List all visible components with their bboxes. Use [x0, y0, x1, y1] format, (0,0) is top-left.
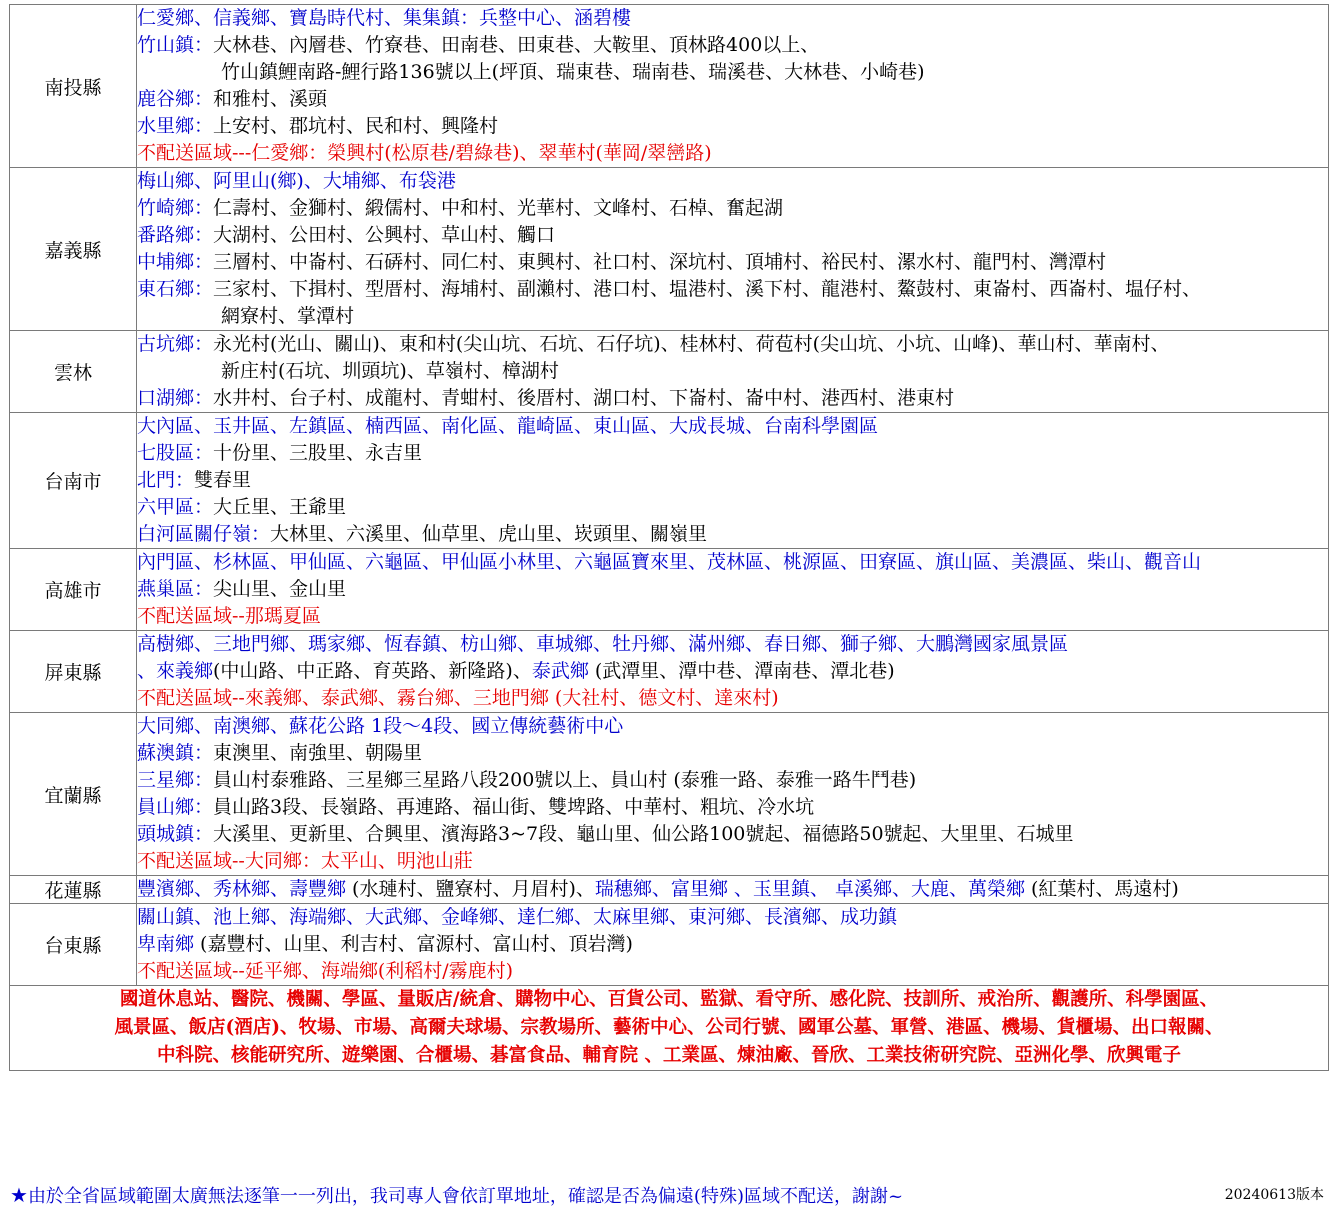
village-list: 尖山里、金山里: [213, 578, 347, 600]
area-line: [137, 576, 1328, 603]
no-delivery-text: 不配送區域--大同鄉：太平山、明池山莊: [137, 850, 473, 872]
village-list: 大林里、六溪里、仙草里、虎山里、崁頭里、關嶺里: [270, 523, 708, 545]
area-line: [137, 303, 1328, 330]
village-list: 大湖村、公田村、公興村、草山村、觸口: [213, 224, 556, 246]
area-line: [137, 658, 1328, 685]
village-list: (紅葉村、馬遠村): [1024, 878, 1179, 900]
no-delivery-text: 不配送區域--那瑪夏區: [137, 605, 321, 627]
county-name: 高雄市: [10, 549, 137, 631]
district-label: 仁愛鄉、信義鄉、寶島時代村、集集鎮：兵整中心、涵碧樓: [137, 7, 632, 29]
area-line: [137, 358, 1328, 385]
area-line: [137, 195, 1328, 222]
village-list: (中山路、中正路、育英路、新隆路)、: [213, 660, 532, 682]
district-label: 泰武鄉: [531, 660, 589, 682]
district-label: 大同鄉、南澳鄉、蘇花公路 1段～4段、國立傳統藝術中心: [137, 715, 624, 737]
area-line: [137, 440, 1328, 467]
area-line: [137, 549, 1328, 576]
remote-area-table: [9, 4, 1329, 1071]
district-label: 古坑鄉：: [137, 333, 214, 355]
area-line: [137, 113, 1328, 140]
county-row: [10, 413, 1329, 549]
area-list: [137, 876, 1329, 904]
village-list: 水井村、台子村、成龍村、青蚶村、後厝村、湖口村、下崙村、崙中村、港西村、港東村: [213, 387, 955, 409]
area-line: [137, 958, 1328, 985]
district-label: 大內區、玉井區、左鎮區、楠西區、南化區、龍崎區、東山區、大成長城、台南科學園區: [137, 415, 879, 437]
district-label: 番路鄉：: [137, 224, 214, 246]
area-line: [137, 494, 1328, 521]
district-label: 蘇澳鎮：: [137, 742, 214, 764]
area-line: [137, 467, 1328, 494]
village-list: 員山村泰雅路、三星鄉三星路八段200號以上、員山村 (泰雅一路、泰雅一路牛鬥巷): [213, 769, 917, 791]
excluded-places-line: 國道休息站、醫院、機關、學區、量販店/統倉、購物中心、百貨公司、監獄、看守所、感化院、技訓所、戒治所、觀護所、科學園區、: [119, 989, 1219, 1010]
footer: [10, 1183, 1330, 1207]
area-line: [137, 603, 1328, 630]
district-label: 北門：: [137, 469, 195, 491]
district-label: 鹿谷鄉：: [137, 88, 214, 110]
district-label: 瑞穗鄉、富里鄉 、玉里鎮、 卓溪鄉、大鹿、萬榮鄉: [594, 878, 1025, 900]
county-row: [10, 168, 1329, 331]
footer-note-text: 由於全省區域範圍太廣無法逐筆一一列出，我司專人會依訂單地址，確認是否為偏遠(特殊)區域不配送，謝謝~: [27, 1186, 904, 1207]
area-line: [137, 848, 1328, 875]
area-line: [137, 631, 1328, 658]
area-list: [137, 549, 1329, 631]
district-label: 七股區：: [137, 442, 214, 464]
area-line: [137, 276, 1328, 303]
star-icon: ★: [10, 1183, 28, 1207]
village-list: 永光村(光山、關山)、東和村(尖山坑、石坑、石仔坑)、桂林村、荷苞村(尖山坑、小坑、山峰)、華山村、華南村、: [213, 333, 1170, 355]
excluded-places-line: 中科院、核能研究所、遊樂園、合櫃場、碁富食品、輔育院 、工業區、煉油廠、晉欣、工業技術研究院、亞洲化學、欣興電子: [157, 1045, 1181, 1066]
village-list: 雙春里: [194, 469, 252, 491]
area-line: [137, 249, 1328, 276]
district-label: 水里鄉：: [137, 115, 214, 137]
county-name: 台東縣: [10, 904, 137, 986]
district-label: 員山鄉：: [137, 796, 214, 818]
area-line: [137, 86, 1328, 113]
county-name: 台南市: [10, 413, 137, 549]
footer-note: [10, 1183, 903, 1209]
area-line: [137, 140, 1328, 167]
area-list: [137, 631, 1329, 713]
district-label: 豐濱鄉、秀林鄉、壽豐鄉: [137, 878, 347, 900]
district-label: 中埔鄉：: [137, 251, 214, 273]
area-line: [137, 32, 1328, 59]
county-name: 花蓮縣: [10, 876, 137, 904]
area-line: [137, 5, 1328, 32]
village-list: 員山路3段、長嶺路、再連路、福山街、雙埤路、中華村、粗坑、冷水坑: [213, 796, 815, 818]
area-list: [137, 331, 1329, 413]
county-row: [10, 904, 1329, 986]
area-line: [137, 713, 1328, 740]
area-list: [137, 168, 1329, 331]
no-delivery-text: 不配送區域--來義鄉、泰武鄉、霧台鄉、三地門鄉 (大社村、德文村、達來村): [137, 687, 779, 709]
county-name: 雲林: [10, 331, 137, 413]
district-label: 竹崎鄉：: [137, 197, 214, 219]
area-line: [137, 685, 1328, 712]
district-label: 燕巢區：: [137, 578, 214, 600]
county-row: [10, 331, 1329, 413]
area-list: [137, 5, 1329, 168]
area-line: [137, 59, 1328, 86]
district-label: 口湖鄉：: [137, 387, 214, 409]
area-line: [137, 222, 1328, 249]
county-name: 宜蘭縣: [10, 713, 137, 876]
area-list: [137, 904, 1329, 986]
district-label: 內門區、杉林區、甲仙區、六龜區、甲仙區小林里、六龜區寶來里、茂林區、桃源區、田寮區、旗山區、美濃區、柴山、觀音山: [137, 551, 1202, 573]
village-list: 大溪里、更新里、合興里、濱海路3~7段、龜山里、仙公路100號起、福德路50號起、大里里、石城里: [213, 823, 1074, 845]
district-label: 東石鄉：: [137, 278, 214, 300]
excluded-places-cell: [10, 986, 1329, 1071]
village-list: 三層村、中崙村、石硦村、同仁村、東興村、社口村、深坑村、頂埔村、裕民村、漯水村、龍門村、灣潭村: [213, 251, 1107, 273]
county-row: [10, 631, 1329, 713]
district-label: 竹山鎮：: [137, 34, 214, 56]
no-delivery-text: 不配送區域--延平鄉、海端鄉(利稻村/霧鹿村): [137, 960, 514, 982]
district-label: 高樹鄉、三地門鄉、瑪家鄉、恆春鎮、枋山鄉、車城鄉、牡丹鄉、滿州鄉、春日鄉、獅子鄉、大鵬灣國家風景區: [137, 633, 1069, 655]
village-list: 仁壽村、金獅村、緞儒村、中和村、光華村、文峰村、石棹、奮起湖: [213, 197, 784, 219]
area-list: [137, 413, 1329, 549]
area-line: [137, 767, 1328, 794]
village-list: 網寮村、掌潭村: [221, 305, 355, 327]
area-line: [137, 904, 1328, 931]
village-list: 大林巷、內層巷、竹寮巷、田南巷、田東巷、大鞍里、頂林路400以上、: [213, 34, 820, 56]
area-line: [137, 931, 1328, 958]
county-name: 南投縣: [10, 5, 137, 168]
district-label: 卑南鄉: [137, 933, 195, 955]
area-line: [137, 331, 1328, 358]
area-line: [137, 413, 1328, 440]
village-list: 竹山鎮鯉南路-鯉行路136號以上(坪頂、瑞東巷、瑞南巷、瑞溪巷、大林巷、小崎巷): [221, 61, 925, 83]
village-list: 三家村、下揖村、型厝村、海埔村、副瀨村、港口村、塭港村、溪下村、龍港村、鰲鼓村、東崙村、西崙村、塭仔村、: [213, 278, 1202, 300]
district-label: 六甲區：: [137, 496, 214, 518]
area-line: [137, 385, 1328, 412]
district-label: 、來義鄉: [137, 660, 214, 682]
area-line: [137, 821, 1328, 848]
village-list: 和雅村、溪頭: [213, 88, 328, 110]
village-list: (武潭里、潭中巷、潭南巷、潭北巷): [588, 660, 895, 682]
district-label: 三星鄉：: [137, 769, 214, 791]
village-list: 大丘里、王爺里: [213, 496, 347, 518]
county-row: [10, 713, 1329, 876]
village-list: 東澳里、南強里、朝陽里: [213, 742, 423, 764]
no-delivery-text: 不配送區域---仁愛鄉：榮興村(松原巷/碧綠巷)、翠華村(華岡/翠巒路): [137, 142, 712, 164]
area-line: [137, 740, 1328, 767]
version-label: 20240613版本: [1224, 1187, 1324, 1203]
area-line: [137, 876, 1328, 903]
village-list: 十份里、三股里、永吉里: [213, 442, 423, 464]
district-label: 梅山鄉、阿里山(鄉)、大埔鄉、布袋港: [137, 170, 456, 192]
excluded-places-row: [10, 986, 1329, 1071]
area-line: [137, 794, 1328, 821]
area-line: [137, 521, 1328, 548]
county-name: 嘉義縣: [10, 168, 137, 331]
village-list: 新庄村(石坑、圳頭坑)、草嶺村、樟湖村: [221, 360, 559, 382]
excluded-places-line: 風景區、飯店(酒店)、牧場、市場、高爾夫球場、宗教場所、藝術中心、公司行號、國軍公墓、軍營、港區、機場、貨櫃場、出口報關、: [114, 1017, 1224, 1038]
county-name: 屏東縣: [10, 631, 137, 713]
village-list: (水璉村、鹽寮村、月眉村)、: [346, 878, 595, 900]
county-row: [10, 876, 1329, 904]
remote-area-table-body: [10, 5, 1329, 986]
village-list: 上安村、郡坑村、民和村、興隆村: [213, 115, 499, 137]
area-list: [137, 713, 1329, 876]
district-label: 白河區關仔嶺：: [137, 523, 271, 545]
district-label: 關山鎮、池上鄉、海端鄉、大武鄉、金峰鄉、達仁鄉、太麻里鄉、東河鄉、長濱鄉、成功鎮: [137, 906, 898, 928]
area-line: [137, 168, 1328, 195]
county-row: [10, 549, 1329, 631]
district-label: 頭城鎮：: [137, 823, 214, 845]
county-row: [10, 5, 1329, 168]
village-list: (嘉豐村、山里、利吉村、富源村、富山村、頂岩灣): [194, 933, 633, 955]
